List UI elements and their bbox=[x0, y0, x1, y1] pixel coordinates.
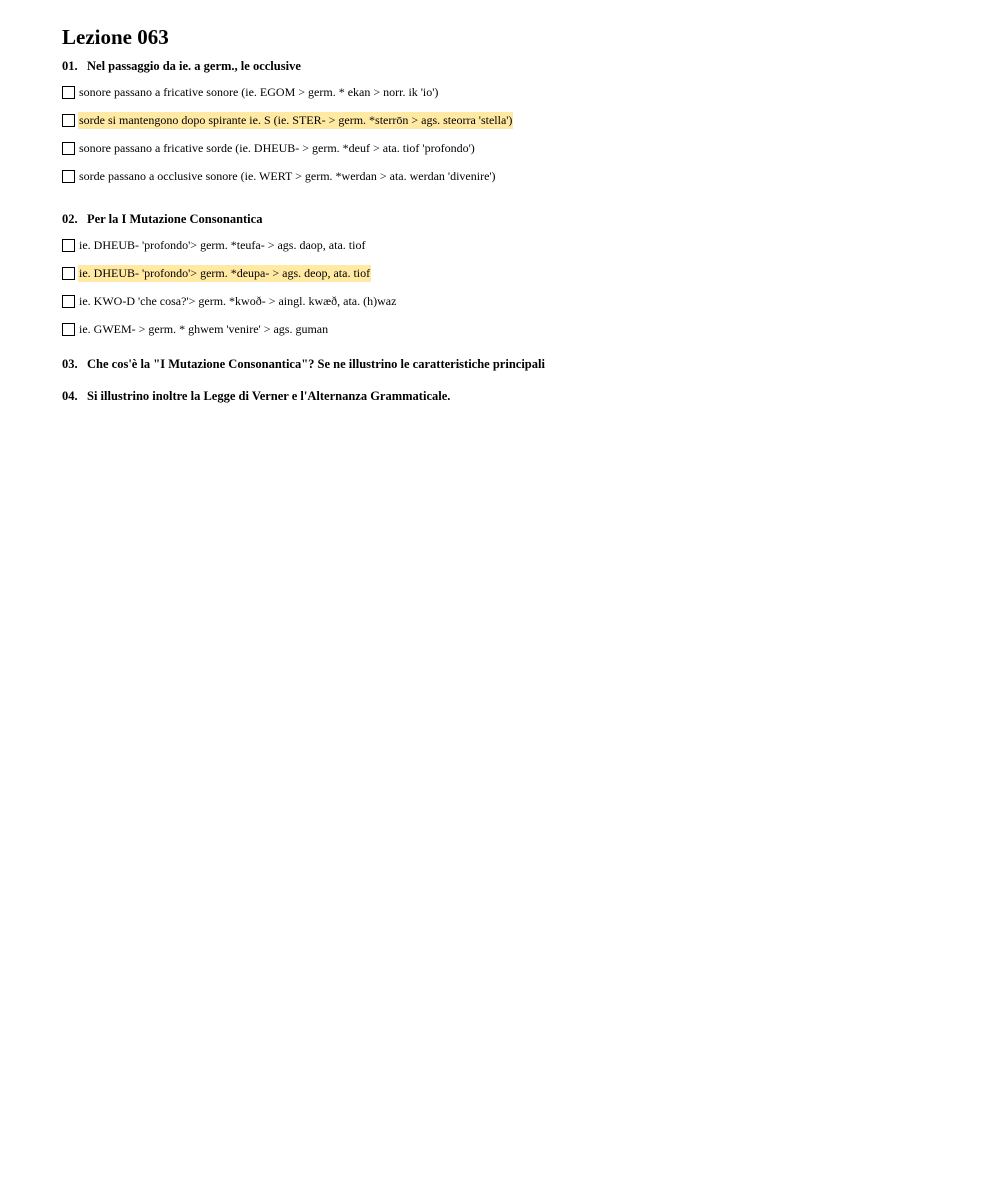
question-heading bbox=[62, 211, 962, 227]
answer-checkbox[interactable] bbox=[62, 114, 75, 127]
answer-checkbox[interactable] bbox=[62, 86, 75, 99]
answer-checkbox[interactable] bbox=[62, 295, 75, 308]
answer-text-highlighted: ie. DHEUB- 'profondo'> germ. *deupa- > ags. deop, ata. tiof bbox=[79, 265, 371, 280]
document-page bbox=[62, 24, 962, 404]
question-number: 01. bbox=[62, 59, 78, 73]
question-heading bbox=[62, 388, 962, 404]
question-heading bbox=[62, 356, 962, 372]
answer-text: sonore passano a fricative sorde (ie. DHEUB- > germ. *deuf > ata. tiof 'profondo') bbox=[79, 140, 475, 155]
answer-text: ie. KWO-D 'che cosa?'> germ. *kwoð- > aingl. kwæð, ata. (h)waz bbox=[79, 293, 397, 308]
answer-options bbox=[62, 78, 962, 190]
answer-checkbox[interactable] bbox=[62, 170, 75, 183]
answer-option[interactable] bbox=[62, 231, 962, 259]
question-text: Si illustrino inoltre la Legge di Verner e l'Alternanza Grammaticale. bbox=[87, 389, 451, 403]
question-text: Per la I Mutazione Consonantica bbox=[87, 212, 263, 226]
question-number: 03. bbox=[62, 357, 78, 371]
question-01 bbox=[62, 58, 962, 190]
answer-text: sonore passano a fricative sonore (ie. EGOM > germ. * ekan > norr. ik 'io') bbox=[79, 84, 439, 99]
answer-checkbox[interactable] bbox=[62, 323, 75, 336]
answer-text: sorde passano a occlusive sonore (ie. WERT > germ. *werdan > ata. werdan 'divenire') bbox=[79, 168, 496, 183]
question-number: 02. bbox=[62, 212, 78, 226]
answer-checkbox[interactable] bbox=[62, 142, 75, 155]
answer-text-highlighted: sorde si mantengono dopo spirante ie. S (ie. STER- > germ. *sterrōn > ags. steorra 'stella') bbox=[79, 112, 513, 127]
answer-option[interactable] bbox=[62, 106, 962, 134]
question-03 bbox=[62, 356, 962, 372]
answer-options bbox=[62, 231, 962, 343]
spacer bbox=[62, 343, 962, 356]
spacer bbox=[62, 372, 962, 388]
answer-checkbox[interactable] bbox=[62, 239, 75, 252]
answer-checkbox[interactable] bbox=[62, 267, 75, 280]
answer-text: ie. DHEUB- 'profondo'> germ. *teufa- > ags. daop, ata. tiof bbox=[79, 237, 366, 252]
answer-option[interactable] bbox=[62, 259, 962, 287]
question-02 bbox=[62, 211, 962, 343]
answer-text: ie. GWEM- > germ. * ghwem 'venire' > ags. guman bbox=[79, 321, 329, 336]
answer-option[interactable] bbox=[62, 162, 962, 190]
question-text: Che cos'è la "I Mutazione Consonantica"? Se ne illustrino le caratteristiche principali bbox=[87, 357, 545, 371]
question-number: 04. bbox=[62, 389, 78, 403]
answer-option[interactable] bbox=[62, 78, 962, 106]
page-title: Lezione 063 bbox=[62, 25, 169, 49]
question-heading bbox=[62, 58, 962, 74]
answer-option[interactable] bbox=[62, 315, 962, 343]
question-text: Nel passaggio da ie. a germ., le occlusive bbox=[87, 59, 301, 73]
question-04 bbox=[62, 388, 962, 404]
answer-option[interactable] bbox=[62, 287, 962, 315]
spacer bbox=[62, 190, 962, 203]
answer-option[interactable] bbox=[62, 134, 962, 162]
